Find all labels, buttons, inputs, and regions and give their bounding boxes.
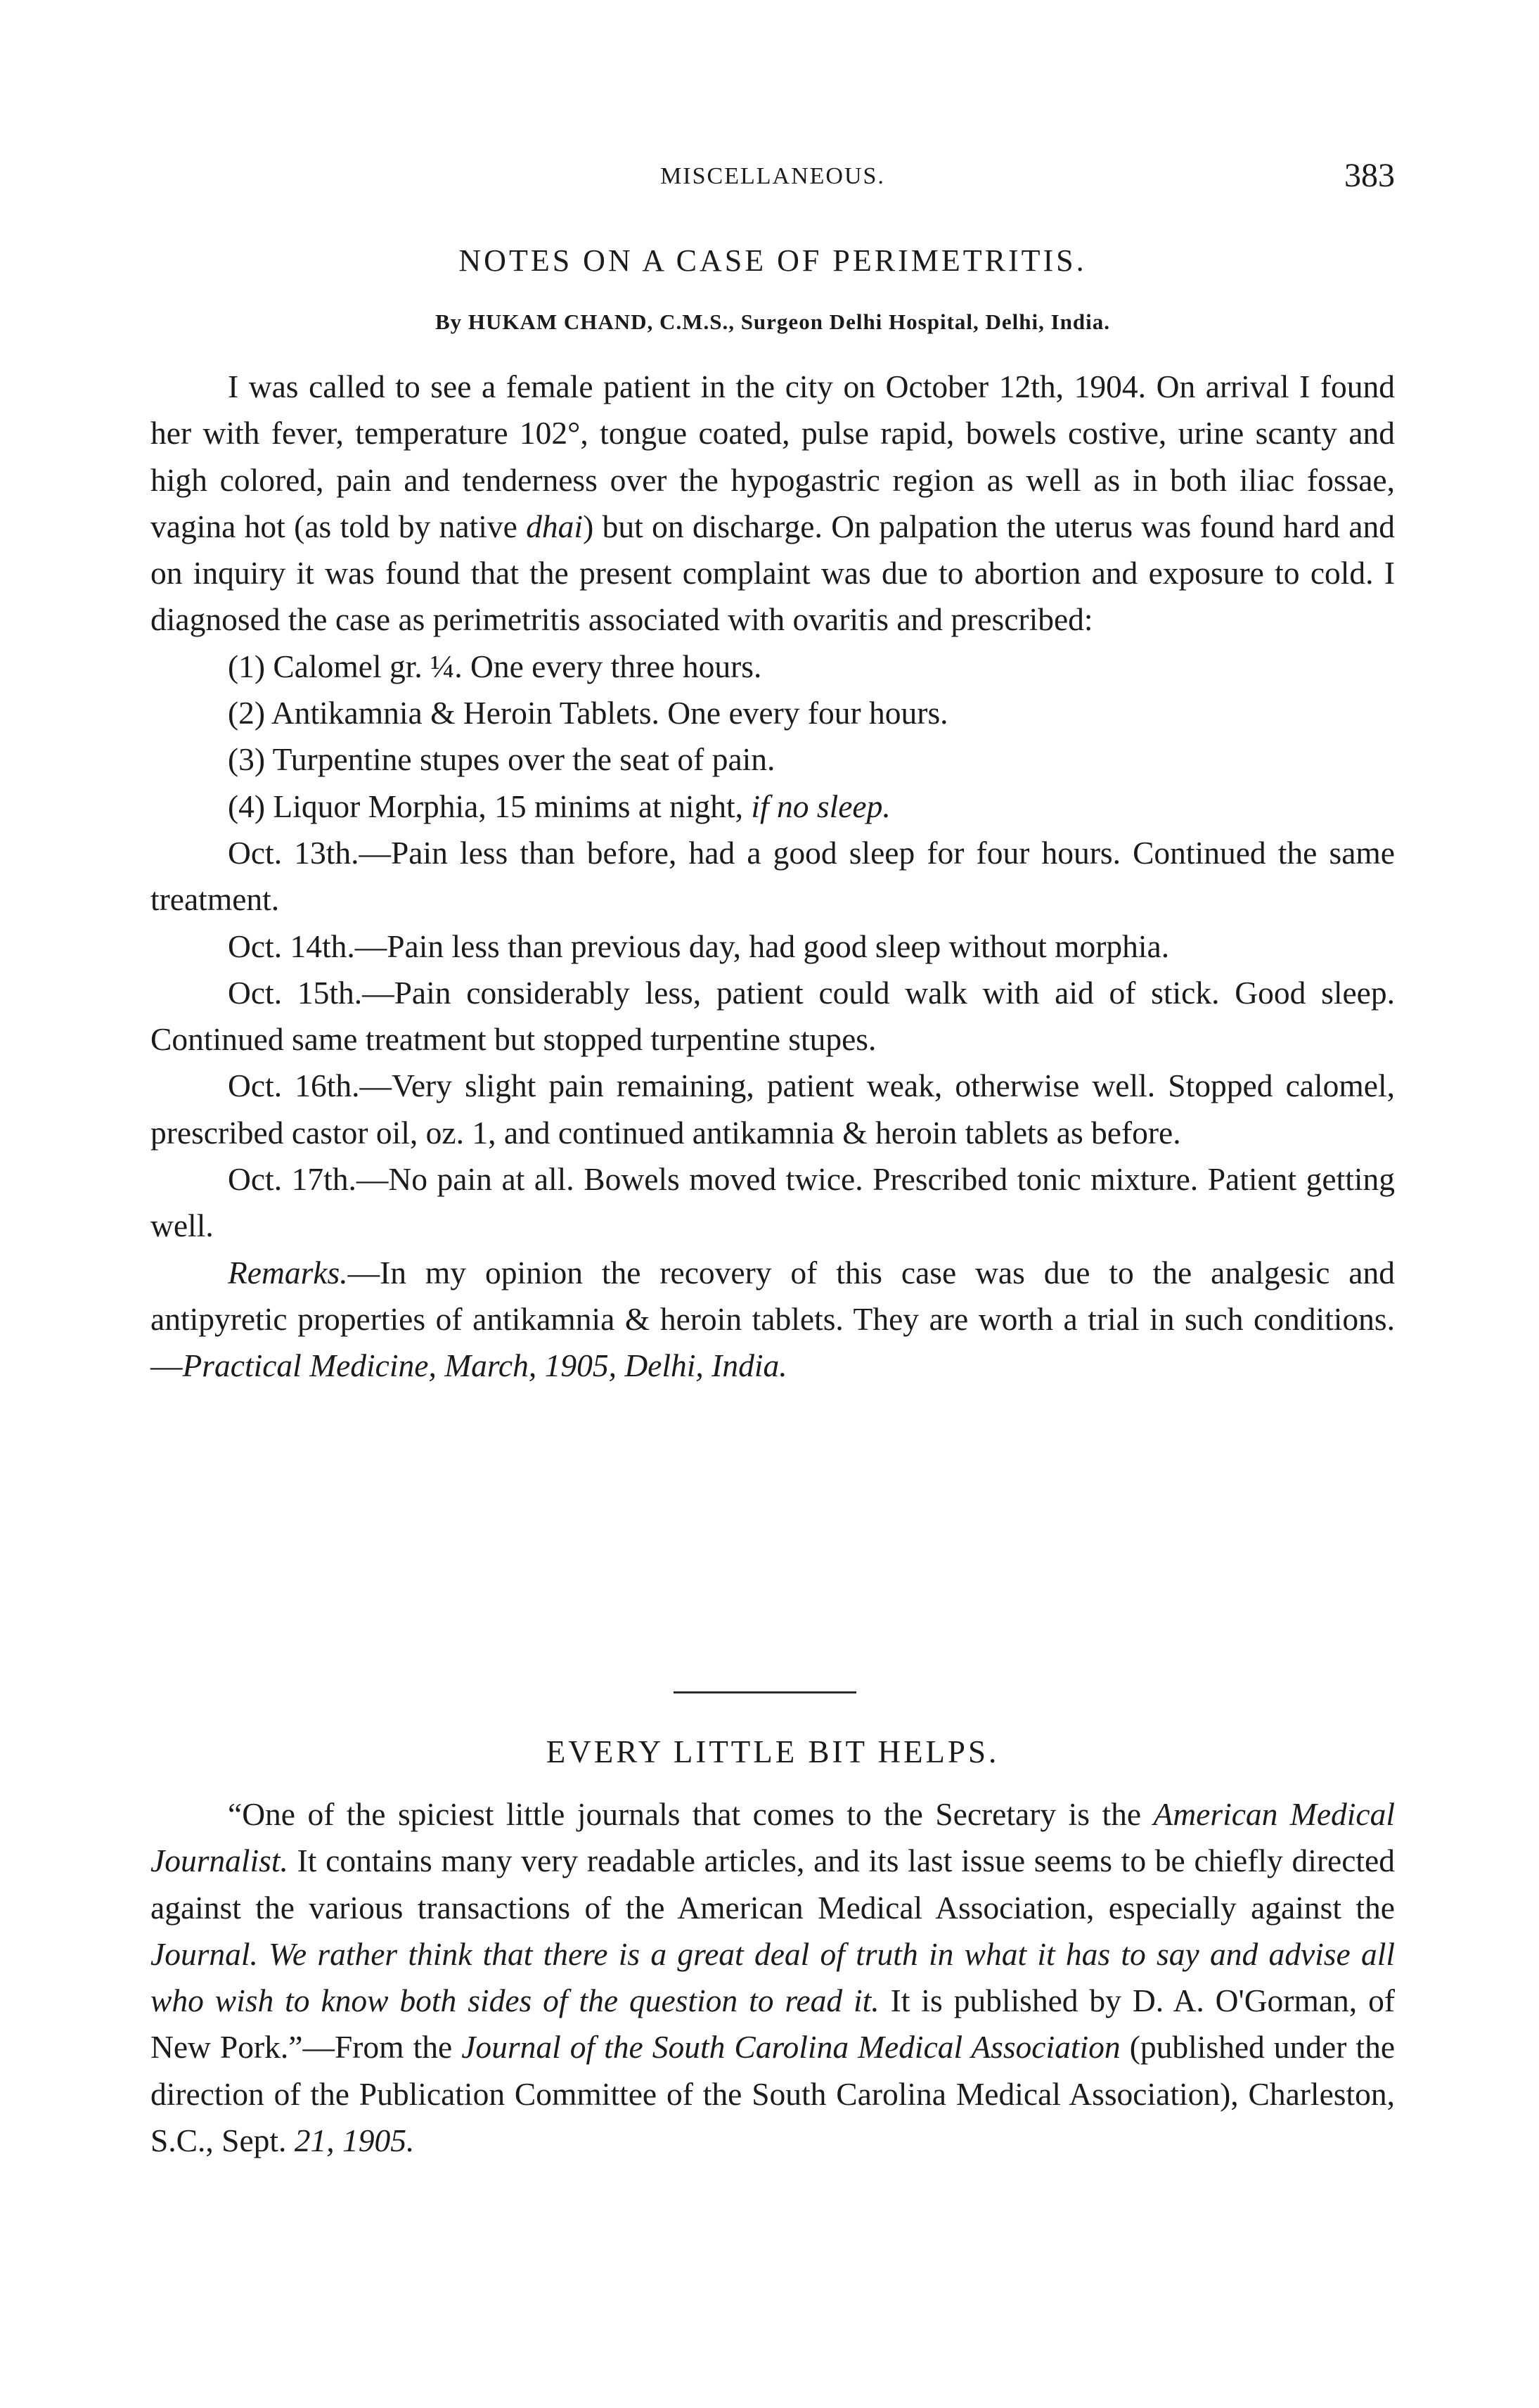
- remarks-source: Practical Medicine, March, 1905, Delhi, India.: [182, 1347, 787, 1384]
- entry-oct-13: Oct. 13th.—Pain less than before, had a good sleep for four hours. Continued the same treatment.: [150, 834, 1395, 918]
- quote-italic-opinion: We rather think that there is a great deal of truth in what it has to say and advise all who wish to know both sides of the question to read it.: [150, 1935, 1395, 2019]
- remarks-label: Remarks.: [228, 1254, 348, 1291]
- section-divider: [674, 1691, 856, 1693]
- prescription-list: [150, 643, 1395, 830]
- intro-italic: dhai: [526, 508, 584, 544]
- quote-text-4: It is published by D. A. O'Gorman, of New Pork.”—From the: [150, 1983, 1395, 2066]
- prescription-item: (2) Antikamnia & Heroin Tablets. One every four hours.: [228, 695, 948, 731]
- quote-text-2: It contains many very readable articles, and its last issue seems to be chiefly directed against the various transactions of the American Medical Association, especially against the: [150, 1843, 1395, 1926]
- intro-text: I was called to see a female patient in the city on October 12th, 1904. On arrival I found her with fever, temperature 102°, tongue coated, pulse rapid, bowels costive, urine scanty and high colored, pain and tenderness over the hypogastric region as well as in both iliac fossae, vagina hot (as told by native: [150, 369, 1395, 544]
- prescription-item: (3) Turpentine stupes over the seat of pain.: [228, 741, 775, 778]
- quote-paragraph: [150, 1791, 1395, 2164]
- running-title: MISCELLANEOUS.: [660, 163, 885, 189]
- entry-oct-16: Oct. 16th.—Very slight pain remaining, patient weak, otherwise well. Stopped calomel, prescribed castor oil, oz. 1, and continued antikamnia & heroin tablets as before.: [150, 1068, 1395, 1151]
- entry-oct-14: Oct. 14th.—Pain less than previous day, had good sleep without morphia.: [228, 928, 1170, 964]
- prescription-item: (1) Calomel gr. ¼. One every three hours.: [228, 648, 762, 684]
- remarks-paragraph: [150, 1250, 1395, 1390]
- article-body: [150, 364, 1395, 1390]
- intro-paragraph: [150, 364, 1395, 643]
- quote-italic-journal: American Medical Journalist.: [150, 1796, 1395, 1879]
- prescription-item: [150, 783, 1395, 830]
- intro-text-cont: ) but on discharge. On palpation the uterus was found hard and on inquiry it was found that the present complaint was due to abortion and exposure to cold. I diagnosed the case as perimetritis associated with ovaritis and prescribed:: [150, 508, 1396, 638]
- entry-oct-17: Oct. 17th.—No pain at all. Bowels moved twice. Prescribed tonic mixture. Patient getting well.: [150, 1161, 1395, 1244]
- quote-body: [150, 1791, 1395, 2164]
- prescription-4-italic: if no sleep.: [751, 788, 891, 824]
- running-head: [150, 156, 1395, 198]
- quote-text-1: “One of the spiciest little journals that comes to the Secretary is the: [228, 1796, 1154, 1832]
- entry-oct-15: Oct. 15th.—Pain considerably less, patient could walk with aid of stick. Good sleep. Continued same treatment but stopped turpentine stupes.: [150, 974, 1395, 1058]
- prescription-4-text: (4) Liquor Morphia, 15 minims at night,: [228, 788, 752, 824]
- quote-italic-journal-2: Journal.: [150, 1935, 258, 1972]
- page-number: 383: [1344, 157, 1395, 194]
- remarks-text: —In my opinion the recovery of this case was due to the analgesic and antipyretic properties of antikamnia & heroin tablets. They are worth a trial in such conditions.—: [150, 1254, 1395, 1384]
- article-byline: By HUKAM CHAND, C.M.S., Surgeon Delhi Hospital, Delhi, India.: [434, 309, 1111, 334]
- quote-italic-source: Journal of the South Carolina Medical Association: [461, 2029, 1121, 2066]
- article-title: NOTES ON A CASE OF PERIMETRITIS.: [458, 243, 1087, 278]
- quote-text-5: (published under the direction of the Publication Committee of the South Carolina Medical Association), Charleston, S.C., Sept.: [150, 2029, 1396, 2159]
- quote-italic-date: 21, 1905.: [294, 2122, 415, 2159]
- section-title: EVERY LITTLE BIT HELPS.: [546, 1734, 1000, 1769]
